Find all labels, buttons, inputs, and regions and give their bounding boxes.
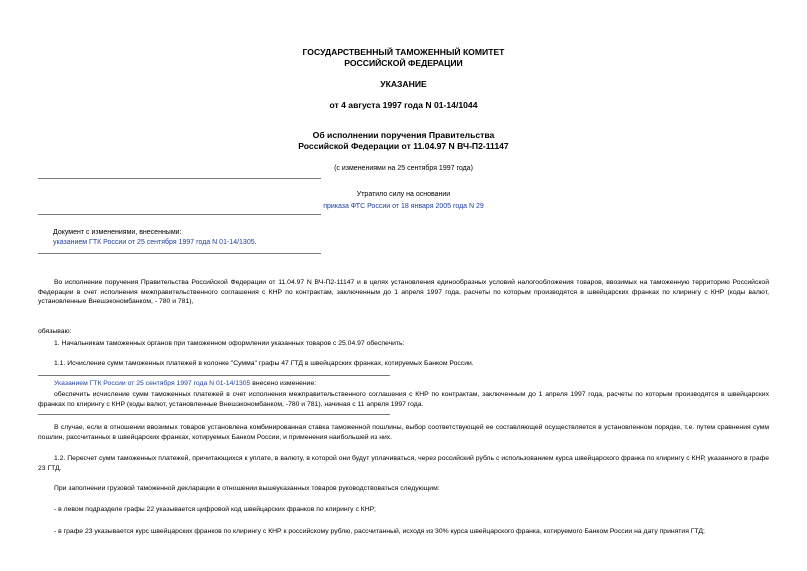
changes-reference [53,238,257,247]
document-type: УКАЗАНИЕ [380,79,427,89]
divider [38,214,321,215]
document-date-number: от 4 августа 1997 года N 01-14/1044 [329,100,478,110]
amendment-reference [54,379,769,389]
amendment-text: обеспечить исчисление сумм таможенных платежей в счет исполнения межправительственного соглашения с КНР по контрактам, заключенным до 1 апреля 1997 года, расчеты по которым производятся в швейцарских франках по клирингу с КНР (коды валют, установленные Внешэкономбанком, -780 и 781), начиная с 11 апреля 1997 года. [38,391,769,408]
amendment-link[interactable]: Указанием ГТК России от 25 сентября 1997 года N 01-14/1305 [54,380,251,387]
lost-force-label: Утратило силу на основании [356,191,451,198]
issuer-line-2: РОССИЙСКОЙ ФЕДЕРАЦИИ [344,58,463,68]
changes-link-suffix: . [254,239,257,246]
issuer-line-1: ГОСУДАРСТВЕННЫЙ ТАМОЖЕННЫЙ КОМИТЕТ [302,47,505,57]
changes-label: Документ с изменениями, внесенными: [53,229,182,236]
gtd-intro: При заполнении грузовой таможенной декларации в отношении вышеуказанных товаров руководствоваться следующим: [54,485,440,492]
divider [38,375,390,376]
divider [38,253,321,254]
paragraph-1: 1. Начальникам таможенных органов при таможенном оформлении указанных товаров с 25.04.97 обеспечить: [54,340,405,347]
paragraph-1-1: 1.1. Исчисление сумм таможенных платежей в колонке "Сумма" графы 47 ГТД в швейцарских франках, котируемых Банком России. [54,360,474,367]
bullet-item: - в левом подразделе графы 22 указывается цифровой код швейцарских франков по клирингу с КНР; [54,506,376,513]
document-title-line-2: Российской Федерации от 11.04.97 N ВЧ-П2-11147 [298,141,509,151]
amendment-suffix: внесено изменение: [250,380,317,387]
lost-force-link[interactable]: приказа ФТС России от 18 января 2005 года N 29 [323,203,484,210]
obligate-line: обязываю: [38,328,72,335]
intro-paragraph: Во исполнение поручения Правительства Российской Федерации от 11.04.97 N ВЧ-П2-11147 и в целях установления единообразных условий налогообложения товаров, ввозимых на таможенную территорию Российской Федерации в счет исполнения межправительственного соглашения с КНР по контрактам, заключенным до 1 апреля 1997 года, расчеты по которым производятся в швейцарских франках по клирингу с КНР (коды валют, установленные Внешэкономбанком, - 780 и 781), [38,279,769,306]
divider [38,178,321,179]
bullet-item: - в графе 23 указывается курс швейцарских франков по клирингу с КНР к российскому рублю, рассчитанный, исходя из 30% курса швейцарского франка, котируемого Банком России на дату принятия ГТД; [54,528,705,535]
paragraph-1-2: 1.2. Пересчет сумм таможенных платежей, причитающихся к уплате, в валюту, в которой они будут уплачиваться, через российский рубль с использованием курса швейцарского франка по клирингу с КНР, указанного в графе 23 ГТД. [38,455,769,472]
changes-link[interactable]: указанием ГТК России от 25 сентября 1997 года N 01-14/1305 [53,239,255,246]
amendments-note: (с изменениями на 25 сентября 1997 года) [334,165,473,172]
combined-rate-paragraph: В случае, если в отношении ввозимых товаров установлена комбинированная ставка таможенной пошлины, выбор соответствующей ее составляющей осуществляется в установленном порядке, т.е. путем сравнения сумм пошлин, рассчитанных в швейцарских франках, котируемых Банком России, и применения наибольшей из них. [38,424,769,441]
document-title-line-1: Об исполнении поручения Правительства [312,130,495,140]
divider [38,414,390,415]
